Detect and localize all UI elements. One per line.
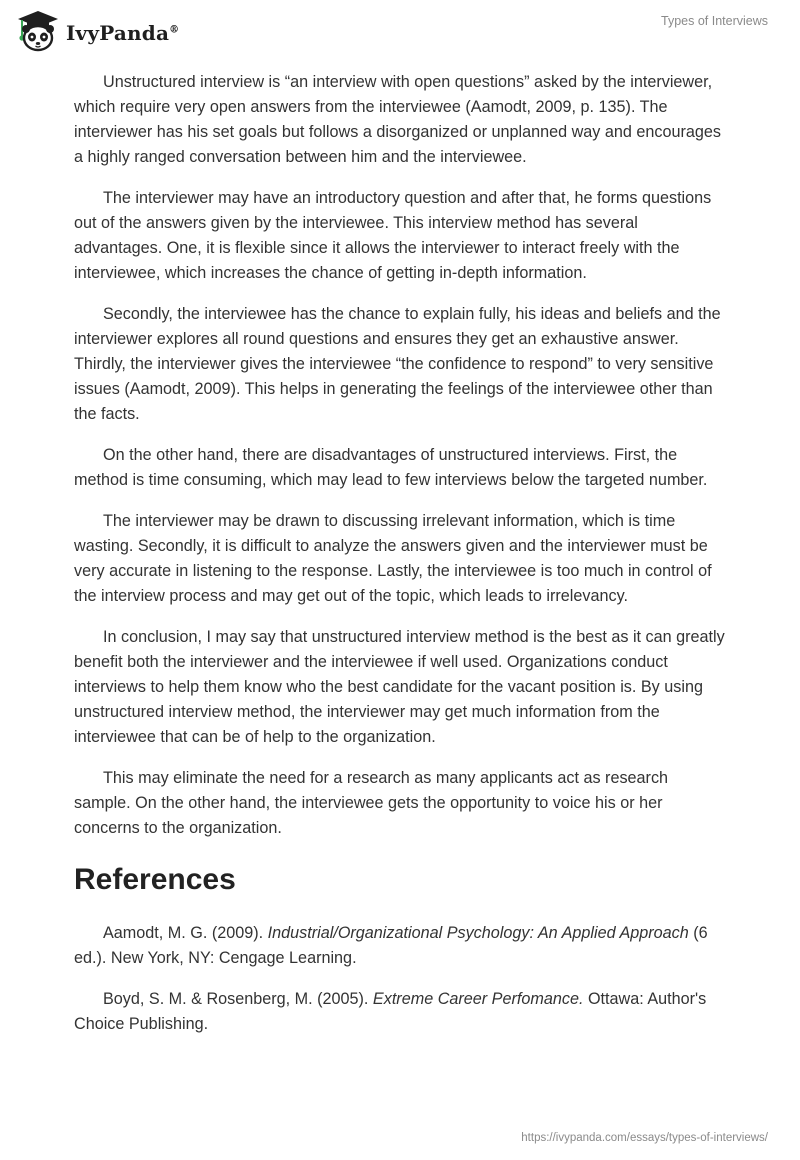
reference-authors: Boyd, S. M. & Rosenberg, M. (2005).	[103, 990, 373, 1008]
reference-title: Extreme Career Perfomance.	[372, 990, 584, 1008]
body-paragraph: Unstructured interview is “an interview with open questions” asked by the interviewer, which require very open answers from the interviewee (Aamodt, 2009, p. 135). The interviewer has his set goals but follows a disorganized or unplanned way and encourages a highly ranged conversation between him and the interviewee.	[74, 73, 721, 166]
document-title: Types of Interviews	[661, 14, 768, 28]
body-paragraph: This may eliminate the need for a research as many applicants act as research sample. On the other hand, the interviewee gets the opportunity to voice his or her concerns to the organization.	[74, 769, 669, 837]
registered-mark: ®	[169, 24, 180, 36]
reference-entry	[74, 987, 726, 1037]
body-paragraph: The interviewer may have an introductory question and after that, he forms questions out of the answers given by the interviewee. This interview method has several advantages. One, it is flexible since it allows the interviewer to interact freely with the interviewee, which increases the chance of getting in-depth information.	[74, 189, 712, 282]
body-paragraph: Secondly, the interviewee has the chance to explain fully, his ideas and beliefs and the interviewer explores all round questions and ensures they get an exhaustive answer. Thirdly, the interviewer gives the interviewee “the confidence to respond” to very sensitive issues (Aamodt, 2009). This helps in generating the feelings of the interviewee other than the facts.	[74, 305, 721, 423]
reference-publisher: Ottawa: Author's Choice Publishing.	[74, 990, 707, 1033]
source-url[interactable]: https://ivypanda.com/essays/types-of-interviews/	[521, 1132, 768, 1144]
body-paragraph: In conclusion, I may say that unstructured interview method is the best as it can greatly benefit both the interviewer and the interviewee if well used. Organizations conduct interviews to help them know who the best candidate for the vacant position is. By using unstructured interview method, the interviewer may get much information from the interviewee that can be of help to the organization.	[74, 628, 725, 746]
references-heading: References	[74, 863, 236, 896]
brand-name: IvyPanda®	[66, 21, 180, 45]
essay-body	[74, 70, 726, 1053]
reference-authors: Aamodt, M. G. (2009).	[103, 924, 268, 942]
panda-graduate-icon	[16, 10, 60, 52]
ivypanda-logo[interactable]	[16, 10, 179, 52]
body-paragraph: The interviewer may be drawn to discussing irrelevant information, which is time wasting. Secondly, it is difficult to analyze the answers given and the interviewer must be very accurate in listening to the response. Lastly, the interviewee is too much in control of the interview process and may get out of the topic, which leads to irrelevancy.	[74, 512, 712, 605]
reference-publisher: (6 ed.). New York, NY: Cengage Learning.	[74, 924, 708, 967]
body-paragraph: On the other hand, there are disadvantages of unstructured interviews. First, the method is time consuming, which may lead to few interviews below the targeted number.	[74, 446, 708, 489]
reference-entry	[74, 921, 726, 971]
page-header	[0, 0, 800, 62]
reference-title: Industrial/Organizational Psychology: An Applied Approach	[267, 924, 689, 942]
